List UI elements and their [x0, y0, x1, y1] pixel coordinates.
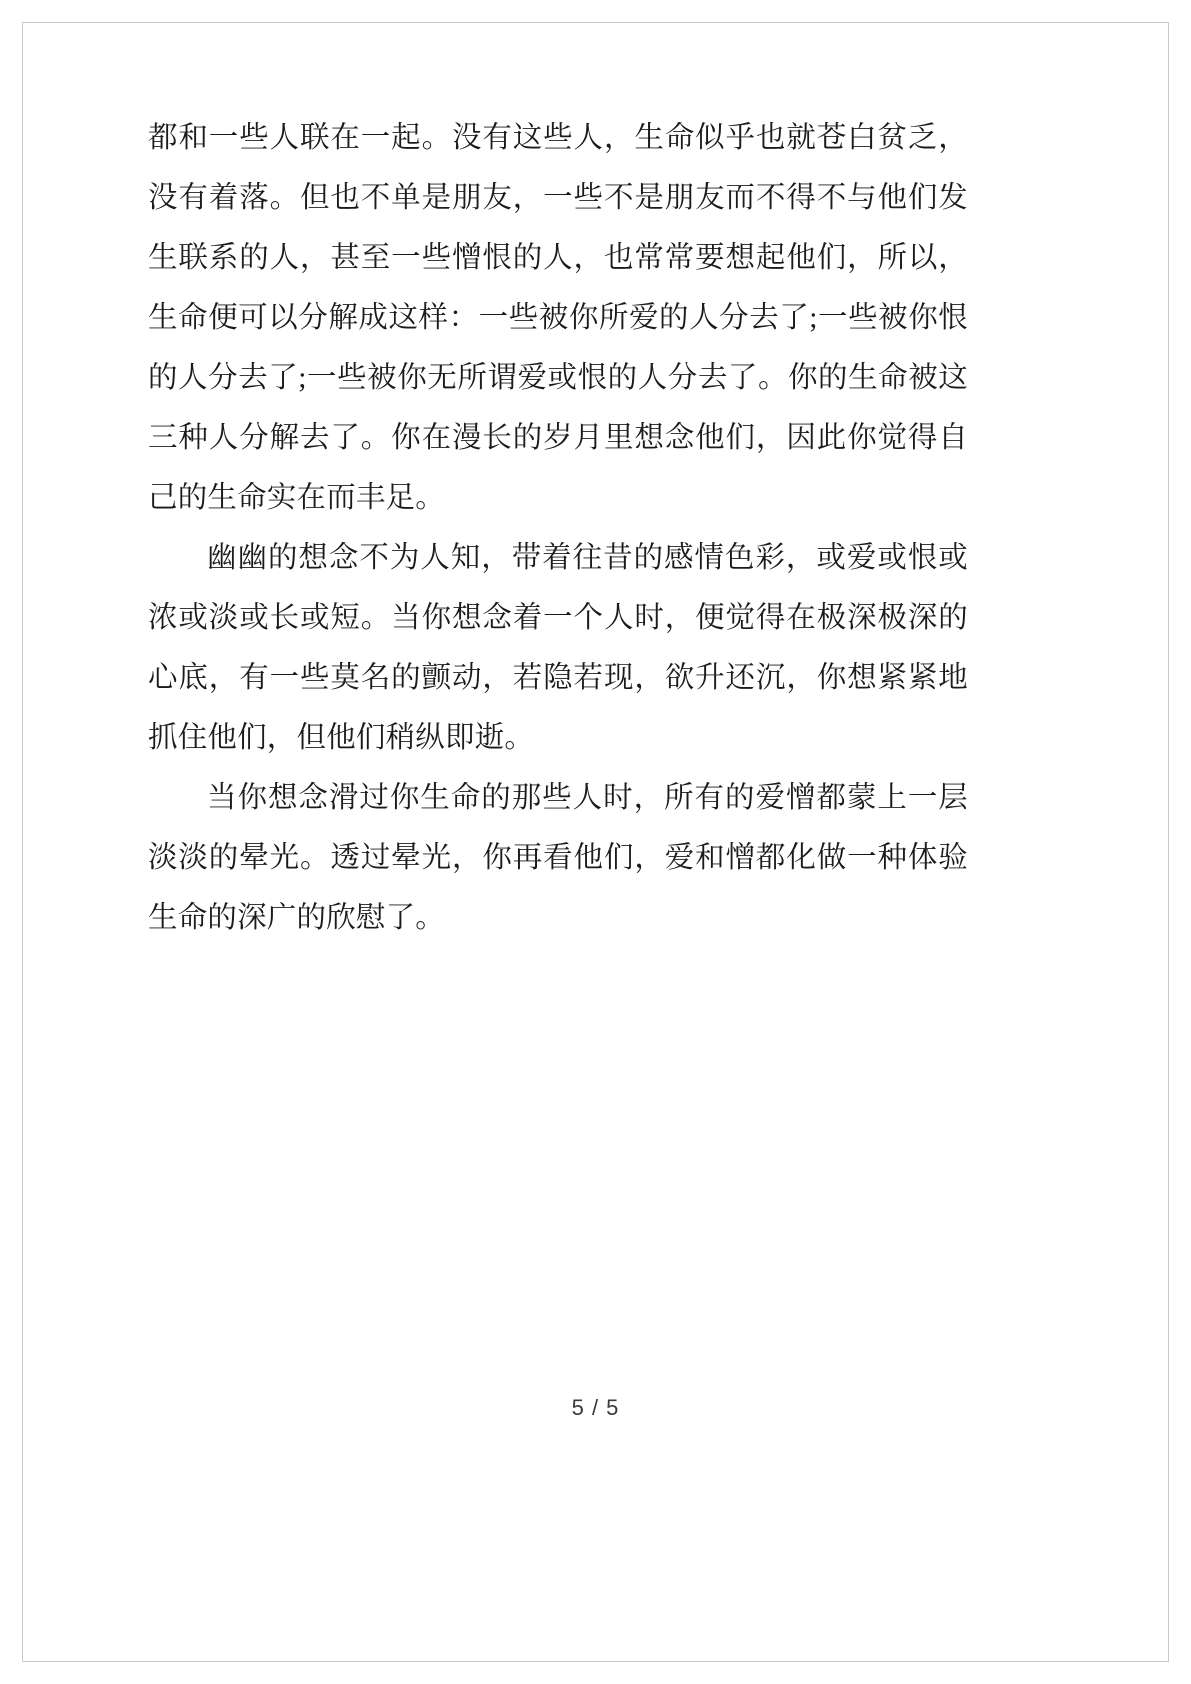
document-body [148, 108, 968, 948]
paragraph-2: 幽幽的想念不为人知，带着往昔的感情色彩，或爱或恨或浓或淡或长或短。当你想念着一个人时，便觉得在极深极深的心底，有一些莫名的颤动，若隐若现，欲升还沉，你想紧紧地抓住他们，但他们稍纵即逝。 [148, 542, 968, 754]
paragraph-3: 当你想念滑过你生命的那些人时，所有的爱憎都蒙上一层淡淡的晕光。透过晕光，你再看他们，爱和憎都化做一种体验生命的深广的欣慰了。 [148, 782, 968, 934]
paragraph-1: 都和一些人联在一起。没有这些人，生命似乎也就苍白贫乏，没有着落。但也不单是朋友，一些不是朋友而不得不与他们发生联系的人，甚至一些憎恨的人，也常常要想起他们，所以，生命便可以分解成这样：一些被你所爱的人分去了;一些被你恨的人分去了;一些被你无所谓爱或恨的人分去了。你的生命被这三种人分解去了。你在漫长的岁月里想念他们，因此你觉得自己的生命实在而丰足。 [148, 122, 968, 514]
page-number: 5 / 5 [571, 1395, 620, 1420]
